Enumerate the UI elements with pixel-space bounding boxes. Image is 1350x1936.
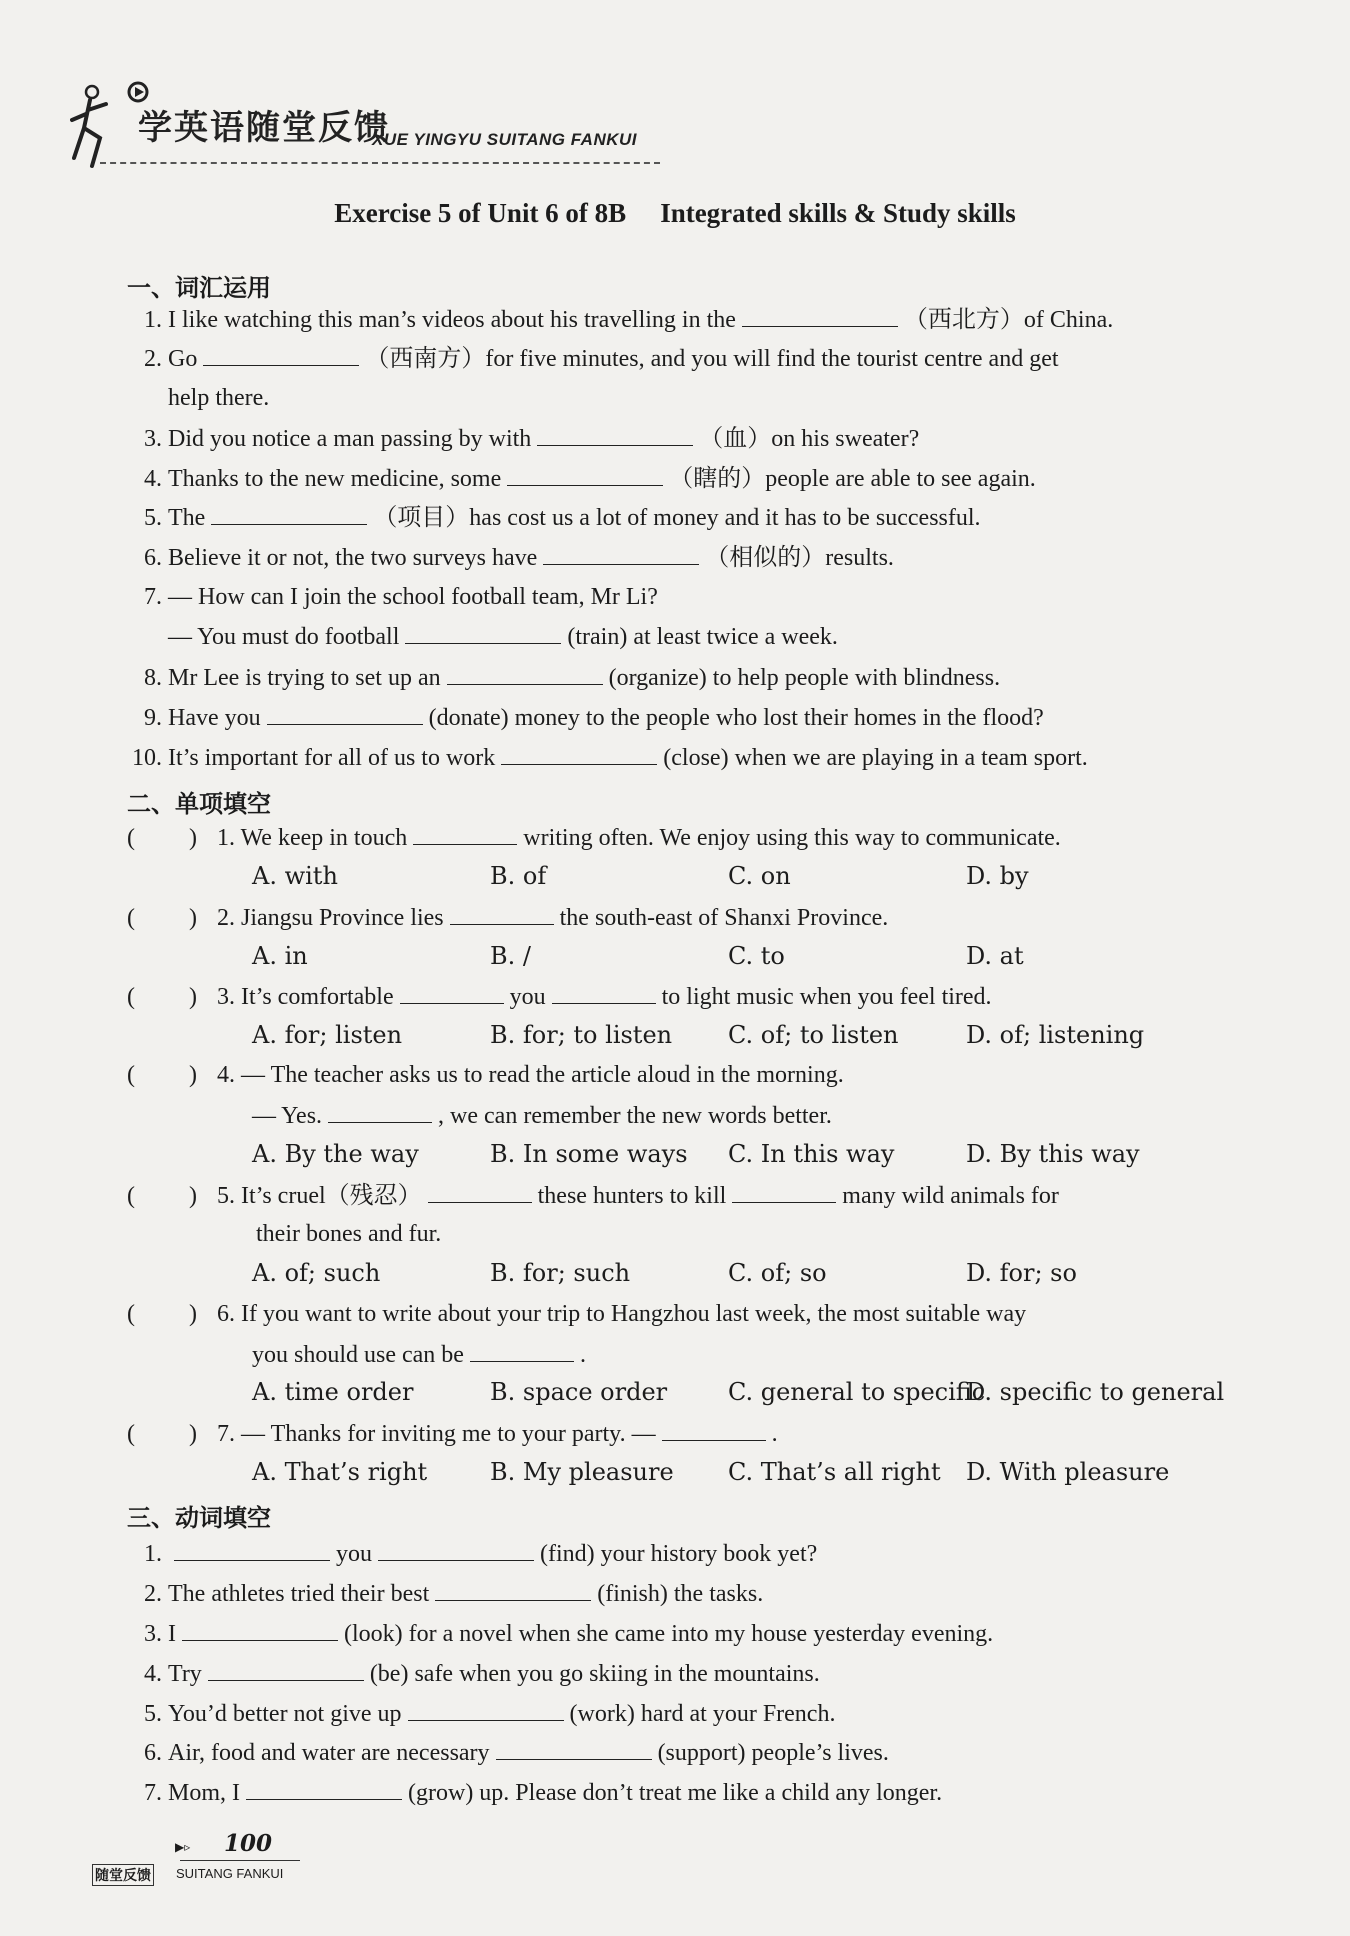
verb-item: 5. You’d better not give up (work) hard at your French. — [130, 1698, 835, 1729]
option-c[interactable]: C. of; to listen — [728, 1021, 899, 1049]
option-b[interactable]: B. for; to listen — [490, 1021, 673, 1049]
mc-question-5-cont: their bones and fur. — [256, 1221, 442, 1247]
vocab-item-cont: help there. — [168, 385, 270, 411]
mc-question-1: ( ) 1. We keep in touch writing often. We enjoy using this way to communicate. — [127, 822, 1061, 853]
title-exercise: Exercise 5 of Unit 6 of 8B — [334, 198, 627, 228]
option-a[interactable]: A. time order — [252, 1378, 414, 1406]
answer-blank[interactable] — [182, 1618, 338, 1641]
vocab-item: 10. It’s important for all of us to work (close) when we are playing in a team sport. — [130, 742, 1088, 773]
vocab-item: 6. Believe it or not, the two surveys have （相似的）results. — [130, 542, 894, 573]
banner-divider — [100, 162, 660, 164]
header-banner — [70, 78, 670, 178]
option-c[interactable]: C. general to specific — [728, 1378, 986, 1406]
answer-blank[interactable] — [400, 981, 504, 1004]
option-a[interactable]: A. in — [252, 942, 308, 970]
section-multiple-choice-heading: 二、单项填空 — [127, 790, 271, 818]
mc-question-4: ( ) 4. — The teacher asks us to read the article aloud in the morning. — [127, 1062, 844, 1088]
vocab-item: 1. I like watching this man’s videos about his travelling in the （西北方）of China. — [130, 304, 1113, 335]
vocab-item: 9. Have you (donate) money to the people who lost their homes in the flood? — [130, 702, 1044, 733]
option-b[interactable]: B. of — [490, 862, 547, 890]
verb-item: 7. Mom, I (grow) up. Please don’t treat me like a child any longer. — [130, 1777, 942, 1808]
answer-blank[interactable] — [378, 1538, 534, 1561]
vocab-item: 2. Go （西南方）for five minutes, and you will find the tourist centre and get — [130, 343, 1059, 374]
answer-blank[interactable] — [662, 1418, 766, 1441]
answer-blank[interactable] — [211, 502, 367, 525]
option-d[interactable]: D. By this way — [966, 1140, 1140, 1168]
option-d[interactable]: D. for; so — [966, 1259, 1077, 1287]
section-verb-fill-heading: 三、动词填空 — [127, 1504, 271, 1532]
banner-cn-title: 学英语随堂反馈 — [138, 108, 390, 148]
answer-blank[interactable] — [447, 662, 603, 685]
answer-blank[interactable] — [507, 463, 663, 486]
verb-item: 6. Air, food and water are necessary (support) people’s lives. — [130, 1737, 889, 1768]
answer-blank[interactable] — [496, 1737, 652, 1760]
option-c[interactable]: C. of; so — [728, 1259, 827, 1287]
answer-blank[interactable] — [552, 981, 656, 1004]
verb-item: 4. Try (be) safe when you go skiing in the mountains. — [130, 1658, 820, 1689]
vocab-item: 8. Mr Lee is trying to set up an (organize) to help people with blindness. — [130, 662, 1000, 693]
option-a[interactable]: A. By the way — [252, 1140, 419, 1168]
option-a[interactable]: A. with — [252, 862, 338, 890]
vocab-item: 3. Did you notice a man passing by with （血）on his sweater? — [130, 423, 919, 454]
answer-blank[interactable] — [470, 1339, 574, 1362]
page-number: 100 — [224, 1830, 273, 1857]
option-c[interactable]: C. to — [728, 942, 785, 970]
mc-question-6: ( ) 6. If you want to write about your trip to Hangzhou last week, the most suitable way — [127, 1301, 1027, 1327]
vocab-item: 5. The （项目）has cost us a lot of money and it has to be successful. — [130, 502, 981, 533]
mc-question-7: ( ) 7. — Thanks for inviting me to your party. — . — [127, 1418, 778, 1449]
footer-cn-label: 随堂反馈 — [92, 1864, 154, 1886]
option-c[interactable]: C. In this way — [728, 1140, 895, 1168]
option-a[interactable]: A. for; listen — [252, 1021, 403, 1049]
answer-blank[interactable] — [174, 1538, 330, 1561]
vocab-item: 4. Thanks to the new medicine, some （瞎的）people are able to see again. — [130, 463, 1036, 494]
option-a[interactable]: A. That’s right — [252, 1458, 428, 1486]
mc-question-6-cont: you should use can be . — [252, 1339, 586, 1370]
answer-blank[interactable] — [537, 423, 693, 446]
option-d[interactable]: D. specific to general — [966, 1378, 1225, 1406]
option-b[interactable]: B. for; such — [490, 1259, 631, 1287]
option-c[interactable]: C. on — [728, 862, 791, 890]
answer-blank[interactable] — [428, 1180, 532, 1203]
option-b[interactable]: B. In some ways — [490, 1140, 688, 1168]
option-d[interactable]: D. of; listening — [966, 1021, 1145, 1049]
option-d[interactable]: D. With pleasure — [966, 1458, 1170, 1486]
verb-item: 2. The athletes tried their best (finish) the tasks. — [130, 1578, 763, 1609]
page-title — [0, 198, 1350, 229]
answer-blank[interactable] — [328, 1100, 432, 1123]
section-vocabulary-heading: 一、词汇运用 — [127, 274, 271, 302]
banner-en-title: XUE YINGYU SUITANG FANKUI — [372, 130, 638, 149]
option-d[interactable]: D. by — [966, 862, 1029, 890]
footer-divider — [180, 1860, 300, 1861]
answer-blank[interactable] — [246, 1777, 402, 1800]
option-a[interactable]: A. of; such — [252, 1259, 381, 1287]
answer-blank[interactable] — [267, 702, 423, 725]
answer-blank[interactable] — [501, 742, 657, 765]
option-b[interactable]: B. My pleasure — [490, 1458, 674, 1486]
play-arrow-icon: ▶▹ — [175, 1840, 191, 1854]
option-b[interactable]: B. / — [490, 942, 531, 970]
vocab-item-cont: — You must do football (train) at least twice a week. — [130, 621, 838, 652]
answer-blank[interactable] — [405, 621, 561, 644]
mc-question-5: ( ) 5. It’s cruel（残忍） these hunters to kill many wild animals for — [127, 1180, 1059, 1211]
answer-blank[interactable] — [742, 304, 898, 327]
title-skills: Integrated skills & Study skills — [660, 198, 1016, 228]
vocab-item: 7. — How can I join the school football team, Mr Li? — [144, 584, 658, 610]
answer-blank[interactable] — [732, 1180, 836, 1203]
verb-item: 1. you (find) your history book yet? — [130, 1538, 817, 1569]
option-d[interactable]: D. at — [966, 942, 1024, 970]
mc-question-3: ( ) 3. It’s comfortable you to light music when you feel tired. — [127, 981, 992, 1012]
answer-blank[interactable] — [408, 1698, 564, 1721]
verb-item: 3. I (look) for a novel when she came into my house yesterday evening. — [130, 1618, 993, 1649]
mc-question-2: ( ) 2. Jiangsu Province lies the south-east of Shanxi Province. — [127, 902, 888, 933]
answer-blank[interactable] — [543, 542, 699, 565]
option-b[interactable]: B. space order — [490, 1378, 668, 1406]
answer-blank[interactable] — [208, 1658, 364, 1681]
option-c[interactable]: C. That’s all right — [728, 1458, 941, 1486]
mc-question-4-reply: — Yes. , we can remember the new words better. — [252, 1100, 832, 1131]
answer-blank[interactable] — [413, 822, 517, 845]
footer-en-label: SUITANG FANKUI — [176, 1866, 284, 1881]
answer-blank[interactable] — [450, 902, 554, 925]
answer-blank[interactable] — [435, 1578, 591, 1601]
answer-blank[interactable] — [203, 343, 359, 366]
